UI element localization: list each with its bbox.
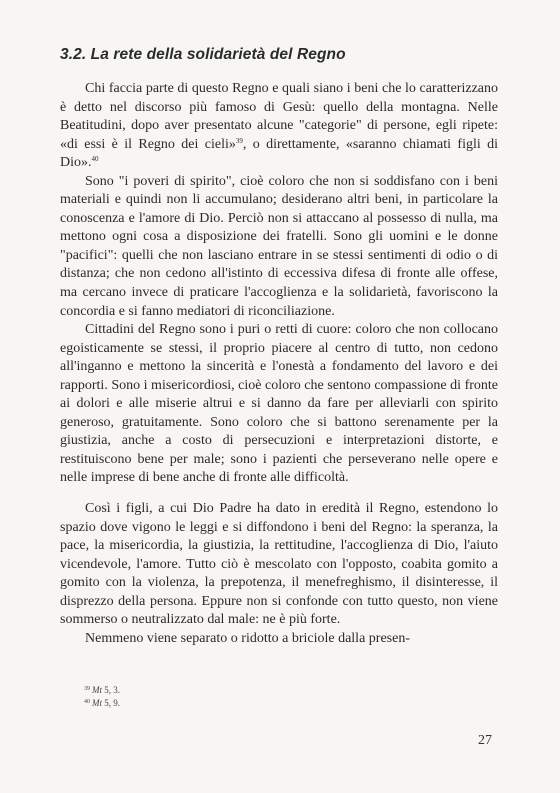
footnote-marker: 39	[235, 136, 243, 145]
footnotes	[84, 683, 120, 709]
paragraph	[60, 80, 498, 173]
footnote	[84, 696, 120, 709]
footnote	[84, 683, 120, 696]
paragraph	[60, 173, 498, 321]
footnote-text: 5, 3.	[102, 685, 120, 695]
text-run: , o direttamente, «saranno chiamati figli di Dio».	[60, 136, 498, 171]
footnote-marker: 40	[91, 155, 99, 164]
text-run: Sono "i poveri di spirito", cioè coloro che non si soddisfano con i beni materiali e quindi non li accumulano; desiderano altri beni, in particolare la conoscenza e l'amore di Dio. Perciò non si attaccano al possesso di nulla, ma mettono ogni cosa a disposizione dei fratelli. Sono gli uomini e le donne "pacifici": quelli che non lasciano entrare in se stessi sentimenti di odio o di distanza; che non cedono all'istinto di eccessiva difesa di fronte alle offese, ma cercano invece di praticare l'accoglienza e la solidarietà, favoriscono la concordia e si fanno mediatori di riconciliazione.	[60, 173, 498, 319]
page-number: 27	[478, 733, 492, 748]
body-text	[60, 80, 498, 648]
text-run: Cittadini del Regno sono i puri o retti di cuore: coloro che non collocano egoisticamente se stessi, il proprio piacere al centro di tutto, non cedono all'inganno e mettono la sincerità e l'onestà a fondamento del lavoro e dei rapporti. Sono i misericordiosi, cioè coloro che sentono compassione di fronte ai dolori e alle miserie altrui e si danno da fare per alleviarli con spirito generoso, gratuitamente. Sono coloro che si battono serenamente per la giustizia, anche a costo di persecuzioni e interpretazioni distorte, e restituiscono bene per male; sono i pazienti che perseverano nelle opere e nelle imprese di bene anche di fronte alle difficoltà.	[60, 322, 498, 486]
footnote-number: 39	[84, 686, 90, 692]
footnote-text: 5, 9.	[102, 698, 120, 708]
paragraph	[60, 500, 498, 630]
text-run: Nemmeno viene separato o ridotto a briciole dalla presen-	[85, 630, 410, 646]
section-heading: 3.2. La rete della solidarietà del Regno	[60, 46, 346, 63]
footnote-number: 40	[84, 699, 90, 705]
footnote-ref: Mt	[92, 685, 102, 695]
footnote-ref: Mt	[92, 698, 102, 708]
text-run: Chi faccia parte di questo Regno e quali siano i beni che lo caratterizzano è detto nel discorso più famoso di Gesù: quello della montagna. Nelle Beatitudini, dopo aver presentato alcune "categorie" di persone, egli ripete: «di essi è il Regno dei cieli»	[60, 81, 498, 152]
paragraph	[60, 321, 498, 488]
text-run: Così i figli, a cui Dio Padre ha dato in eredità il Regno, estendono lo spazio dove vigono le leggi e si diffondono i beni del Regno: la speranza, la pace, la misericordia, la giustizia, la rettitudine, l'accoglienza di Dio, l'aiuto vicendevole, l'amore. Tutto ciò è mescolato con l'opposto, coabita gomito a gomito con la violenza, la prepotenza, il menefreghismo, il disinteresse, il disprezzo della persona. Eppure non si confonde con tutto questo, non viene sommerso o neutralizzato dal male: ne è più forte.	[60, 501, 498, 628]
paragraph	[60, 630, 498, 649]
